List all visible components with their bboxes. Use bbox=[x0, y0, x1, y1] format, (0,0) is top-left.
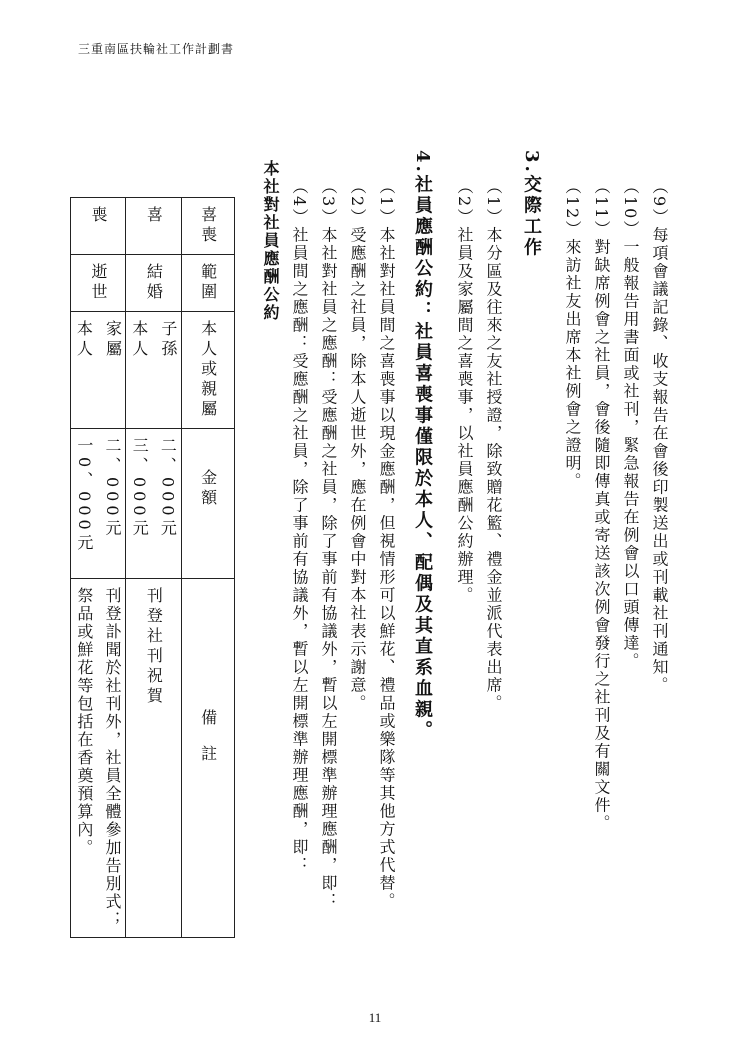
cell-funeral-relation: 家屬 本人 bbox=[71, 312, 126, 429]
cell-funeral-amount: 二、000元 一0、000元 bbox=[71, 429, 126, 579]
rule-item-12: （12）來訪社友出席本社例會之證明。 bbox=[563, 178, 582, 491]
section-4-item-4: （4）社員間之應酬：受應酬之社員，除了事前有協議外，暫以左開標準辦理應酬，即： bbox=[290, 178, 309, 875]
cell-wedding-relation: 子孫 本人 bbox=[126, 312, 181, 429]
section-3-heading: 3.交際工作 bbox=[521, 150, 542, 259]
header-amount: 金額 bbox=[181, 429, 234, 579]
header-note: 備註 bbox=[181, 579, 234, 938]
header-relation: 本人或親屬 bbox=[181, 312, 234, 429]
cell-funeral-category: 喪 bbox=[71, 198, 126, 255]
cell-wedding-note: 刊登社刊祝賀 bbox=[126, 579, 181, 938]
reception-table bbox=[70, 197, 235, 938]
cell-wedding-scope: 結婚 bbox=[126, 255, 181, 312]
cell-funeral-scope: 逝世 bbox=[71, 255, 126, 312]
rule-item-10: （10）一般報告用書面或社刊，緊急報告在例會以口頭傳達。 bbox=[621, 178, 640, 671]
rule-item-9: （9）每項會議記錄、收支報告在會後印製送出或刊載社刊通知。 bbox=[650, 178, 669, 695]
section-4-item-1: （1）本社對社員間之喜喪事以現金應酬，但視情形可以鮮花、禮品或樂隊等其他方式代替。 bbox=[377, 178, 396, 911]
table-caption: 本社對社員應酬公約 bbox=[261, 160, 280, 322]
section-4-item-3: （3）本社對社員之應酬：受應酬之社員，除了事前有協議外，暫以左開標準辦理應酬，即： bbox=[319, 178, 338, 911]
section-4-heading: 4.社員應酬公約：社員喜喪事僅限於本人、配偶及其直系血親。 bbox=[412, 150, 433, 742]
header-scope: 範圍 bbox=[181, 255, 234, 312]
cell-wedding-category: 喜 bbox=[126, 198, 181, 255]
header-category: 喜喪 bbox=[181, 198, 234, 255]
page-number: 11 bbox=[368, 1010, 382, 1025]
rule-item-11: （11）對缺席例會之社員，會後隨即傳真或寄送該次例會發行之社刊及有關文件。 bbox=[592, 178, 611, 833]
cell-funeral-note: 刊登訃聞於社刊外，社員全體參加告別式； 祭品或鮮花等包括在香奠預算內。 bbox=[71, 579, 126, 938]
cell-wedding-amount: 二、000元 三、000元 bbox=[126, 429, 181, 579]
section-3-item-2: （2）社員及家屬間之喜喪事，以社員應酬公約辦理。 bbox=[455, 178, 474, 605]
section-4-item-2: （2）受應酬之社員，除本人逝世外，應在例會中對本社表示謝意。 bbox=[348, 178, 367, 713]
section-3-item-1: （1）本分區及往來之友社授證，除致贈花籃、禮金並派代表出席。 bbox=[484, 178, 503, 713]
page-header: 三重南區扶輪社工作計劃書 bbox=[78, 42, 235, 56]
